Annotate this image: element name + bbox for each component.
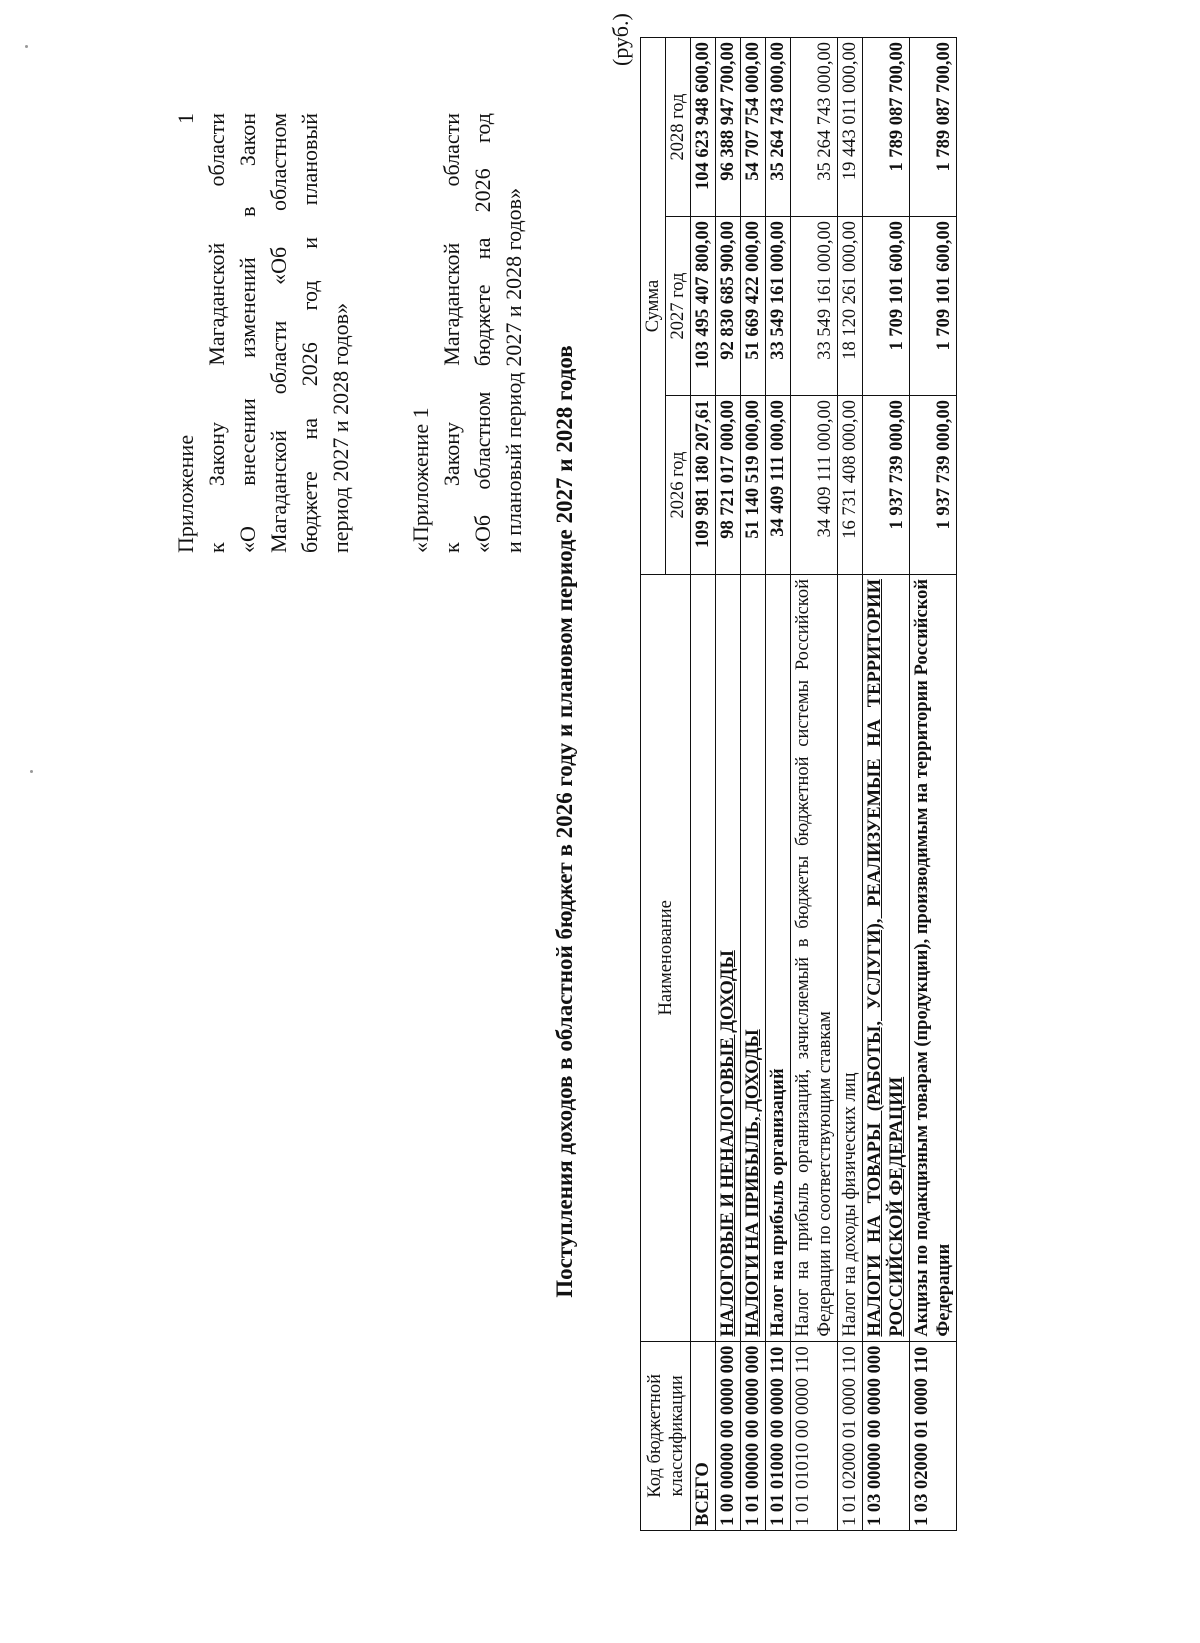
row-value-2028: 96 388 947 700,00: [716, 38, 741, 217]
row-code: 1 03 00000 00 0000 000: [863, 1341, 910, 1530]
annex-line: «О внесении изменений в Закон: [235, 113, 260, 553]
row-name: Акцизы по подакцизным товарам (продукции), производимым на территории Российской Федерации: [910, 575, 957, 1342]
row-value-2027: 1 709 101 600,00: [910, 217, 957, 396]
row-name: НАЛОГИ НА ТОВАРЫ (РАБОТЫ, УСЛУГИ), РЕАЛИЗУЕМЫЕ НА ТЕРРИТОРИИ РОССИЙСКОЙ ФЕДЕРАЦИИ: [865, 579, 907, 1337]
table-row: [791, 38, 838, 1531]
row-code: 1 01 01010 00 0000 110: [791, 1341, 838, 1530]
currency-unit: (руб.): [608, 13, 633, 66]
annex-header-current: [170, 113, 356, 553]
table-row: [691, 38, 716, 1531]
document-title: Поступления доходов в областной бюджет в 2026 году и плановом периоде 2027 и 2028 годов: [552, 345, 577, 1298]
revenue-table: [640, 37, 957, 1531]
annex-line: «Об областном бюджете на 2026 год: [470, 113, 495, 553]
row-code: 1 01 01000 00 0000 110: [766, 1341, 791, 1530]
row-code: 1 01 00000 00 0000 000: [741, 1341, 766, 1530]
annex-line: к Закону Магаданской области: [439, 113, 464, 553]
row-value-2028: 54 707 754 000,00: [741, 38, 766, 217]
annex-line: Магаданской области «Об областном: [266, 113, 291, 553]
row-code: 1 01 02000 01 0000 110: [838, 1341, 863, 1530]
row-value-2028: 1 789 087 700,00: [863, 38, 910, 217]
row-value-2026: 1 937 739 000,00: [863, 396, 910, 575]
annex-line: к Закону Магаданской области: [204, 113, 229, 553]
row-code: 1 00 00000 00 0000 000: [716, 1341, 741, 1530]
annex-line: Приложение 1: [173, 113, 198, 553]
annex-line: «Приложение 1: [408, 407, 433, 553]
header-code: Код бюджетной классификации: [641, 1341, 691, 1530]
row-name-cell: [863, 575, 910, 1342]
row-value-2028: 104 623 948 600,00: [691, 38, 716, 217]
row-value-2027: 1 709 101 600,00: [863, 217, 910, 396]
row-name: Налог на доходы физических лиц: [838, 575, 863, 1342]
row-value-2028: 19 443 011 000,00: [838, 38, 863, 217]
annex-line: и плановый период 2027 и 2028 годов»: [501, 187, 526, 553]
table-row: [838, 38, 863, 1531]
annex-line: период 2027 и 2028 годов»: [328, 302, 353, 553]
row-value-2027: 92 830 685 900,00: [716, 217, 741, 396]
row-name-cell: [716, 575, 741, 1342]
row-value-2026: 1 937 739 000,00: [910, 396, 957, 575]
row-name-cell: [741, 575, 766, 1342]
row-value-2027: 33 549 161 000,00: [791, 217, 838, 396]
header-year-2026: 2026 год: [666, 396, 691, 575]
row-name: [691, 575, 716, 1342]
row-name: Налог на прибыль организаций: [766, 575, 791, 1342]
scan-speck: [25, 45, 28, 48]
table-row: [741, 38, 766, 1531]
table-row: [863, 38, 910, 1531]
scan-speck: [30, 770, 33, 773]
annex-header-original: [405, 113, 529, 553]
row-value-2026: 16 731 408 000,00: [838, 396, 863, 575]
row-value-2026: 34 409 111 000,00: [766, 396, 791, 575]
row-value-2027: 103 495 407 800,00: [691, 217, 716, 396]
row-value-2028: 35 264 743 000,00: [791, 38, 838, 217]
header-name: Наименование: [641, 575, 691, 1342]
row-name: Налог на прибыль организаций, зачисляемый в бюджеты бюджетной системы Российской Федерации по соответствующим ставкам: [791, 575, 838, 1342]
row-name: НАЛОГОВЫЕ И НЕНАЛОГОВЫЕ ДОХОДЫ: [718, 950, 738, 1337]
header-year-2028: 2028 год: [666, 38, 691, 217]
row-value-2026: 109 981 180 207,61: [691, 396, 716, 575]
row-value-2028: 35 264 743 000,00: [766, 38, 791, 217]
row-code: 1 03 02000 01 0000 110: [910, 1341, 957, 1530]
table-row: [766, 38, 791, 1531]
row-value-2027: 33 549 161 000,00: [766, 217, 791, 396]
row-name: НАЛОГИ НА ПРИБЫЛЬ, ДОХОДЫ: [743, 1029, 763, 1337]
row-value-2027: 51 669 422 000,00: [741, 217, 766, 396]
table-row: [910, 38, 957, 1531]
row-value-2027: 18 120 261 000,00: [838, 217, 863, 396]
row-value-2026: 98 721 017 000,00: [716, 396, 741, 575]
header-sum: Сумма: [641, 38, 666, 575]
row-value-2026: 34 409 111 000,00: [791, 396, 838, 575]
table-row: [716, 38, 741, 1531]
annex-line: бюджете на 2026 год и плановый: [297, 113, 322, 553]
row-code: ВСЕГО: [691, 1341, 716, 1530]
header-year-2027: 2027 год: [666, 217, 691, 396]
row-value-2028: 1 789 087 700,00: [910, 38, 957, 217]
row-value-2026: 51 140 519 000,00: [741, 396, 766, 575]
